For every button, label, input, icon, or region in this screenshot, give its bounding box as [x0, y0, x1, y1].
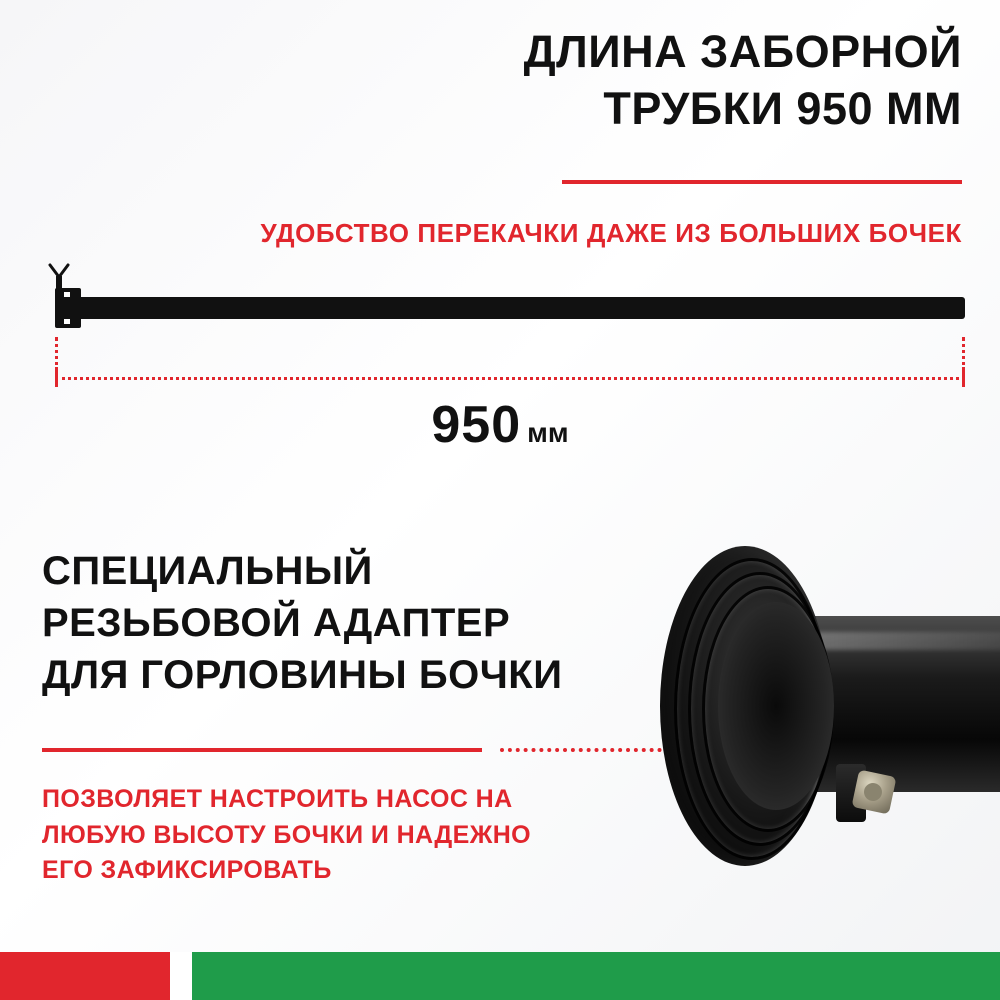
tube-diagram — [0, 255, 1000, 455]
flag-bar — [0, 952, 1000, 1000]
flag-stripe-red — [0, 952, 170, 1000]
headline-divider — [562, 180, 962, 184]
flange-opening — [718, 602, 834, 810]
adapter-description-line-2: ЛЮБУЮ ВЫСОТУ БОЧКИ И НАДЕЖНО — [42, 820, 532, 849]
adapter-title-line-1: СПЕЦИАЛЬНЫЙ — [42, 549, 373, 593]
adapter-title-line-3: ДЛЯ ГОРЛОВИНЫ БОЧКИ — [42, 653, 563, 697]
dimension-unit: мм — [527, 417, 569, 448]
adapter-description-line-1: ПОЗВОЛЯЕТ НАСТРОИТЬ НАСОС НА — [42, 785, 513, 813]
page-title-line-2: ТРУБКИ 950 ММ — [603, 82, 962, 134]
flag-stripe-white — [170, 952, 192, 1000]
tube-body — [60, 297, 965, 319]
dimension-line — [55, 377, 965, 380]
page-title-line-1: ДЛИНА ЗАБОРНОЙ — [523, 26, 962, 77]
dimension-label — [0, 395, 1000, 455]
page-title — [342, 24, 962, 137]
adapter-description — [42, 782, 662, 889]
headline-subtitle: УДОБСТВО ПЕРЕКАЧКИ ДАЖЕ ИЗ БОЛЬШИХ БОЧЕК — [260, 218, 962, 248]
flag-stripe-green — [192, 952, 1000, 1000]
adapter-title-line-2: РЕЗЬБОВОЙ АДАПТЕР — [42, 601, 511, 645]
adapter-divider — [42, 748, 482, 752]
adapter-description-line-3: ЕГО ЗАФИКСИРОВАТЬ — [42, 856, 332, 884]
dimension-value: 950 — [431, 396, 522, 454]
tube-tip-icon — [48, 263, 70, 291]
adapter-photo — [630, 528, 1000, 928]
